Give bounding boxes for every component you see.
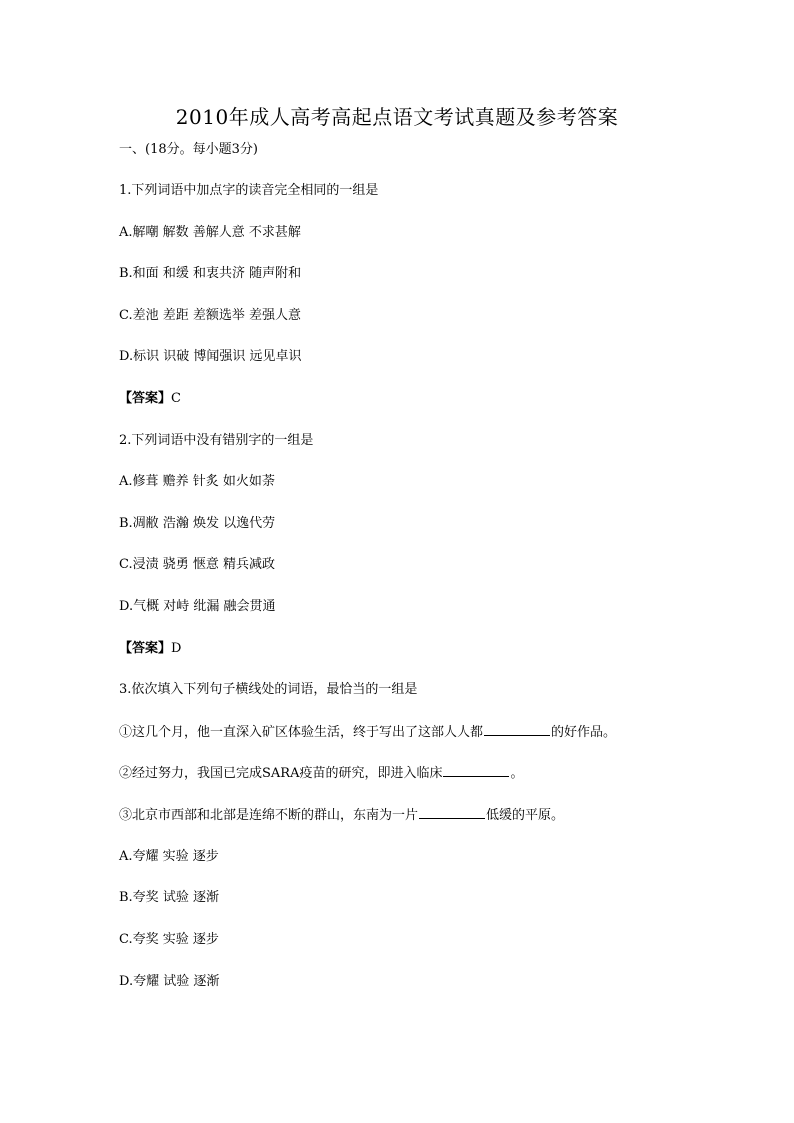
question-1-answer [119,390,181,408]
question-1-stem: 1.下列词语中加点字的读音完全相同的一组是 [119,183,379,198]
question-1-option-c: C.差池 差距 差额选举 差强人意 [119,308,302,323]
question-3-option-a: A.夸耀 实验 逐步 [119,849,219,864]
answer-label: 【答案】 [119,641,172,656]
question-2-option-c: C.浸渍 骁勇 惬意 精兵减政 [119,557,276,572]
question-3-option-d: D.夸耀 试验 逐渐 [119,974,220,989]
sentence-text: ①这几个月，他一直深入矿区体验生活，终于写出了这部人人都 [119,725,484,740]
question-3-sentence-3 [119,806,564,825]
sentence-text: ③北京市西部和北部是连绵不断的群山，东南为一片 [119,808,419,823]
fill-blank [419,806,485,819]
question-3-stem: 3.依次填入下列句子横线处的词语，最恰当的一组是 [119,682,418,697]
question-2-option-b: B.凋敝 浩瀚 焕发 以逸代劳 [119,516,276,531]
answer-value: C [171,391,181,406]
question-3-sentence-1 [119,723,616,742]
question-1-option-d: D.标识 识破 博闻强识 远见卓识 [119,349,302,364]
fill-blank [484,723,550,736]
answer-value: D [171,641,182,656]
fill-blank [443,764,509,777]
question-2-stem: 2.下列词语中没有错别字的一组是 [119,433,314,448]
question-1-option-b: B.和面 和缓 和衷共济 随声附和 [119,266,302,281]
question-2-answer [119,640,181,658]
page-title: 2010年成人高考高起点语文考试真题及参考答案 [175,105,619,129]
sentence-text: 。 [510,766,524,781]
section-heading: 一、(18分。每小题3分) [119,142,258,157]
sentence-text: ②经过努力，我国已完成SARA疫苗的研究，即进入临床 [119,766,443,781]
sentence-text: 的好作品。 [551,725,617,740]
sentence-text: 低缓的平原。 [486,808,565,823]
question-2-option-a: A.修葺 赡养 针炙 如火如荼 [119,474,275,489]
question-3-option-b: B.夸奖 试验 逐渐 [119,890,219,905]
answer-label: 【答案】 [119,391,172,406]
question-1-option-a: A.解嘲 解数 善解人意 不求甚解 [119,225,301,240]
question-3-option-c: C.夸奖 实验 逐步 [119,932,219,947]
question-2-option-d: D.气概 对峙 纰漏 融会贯通 [119,599,276,614]
question-3-sentence-2 [119,764,524,783]
